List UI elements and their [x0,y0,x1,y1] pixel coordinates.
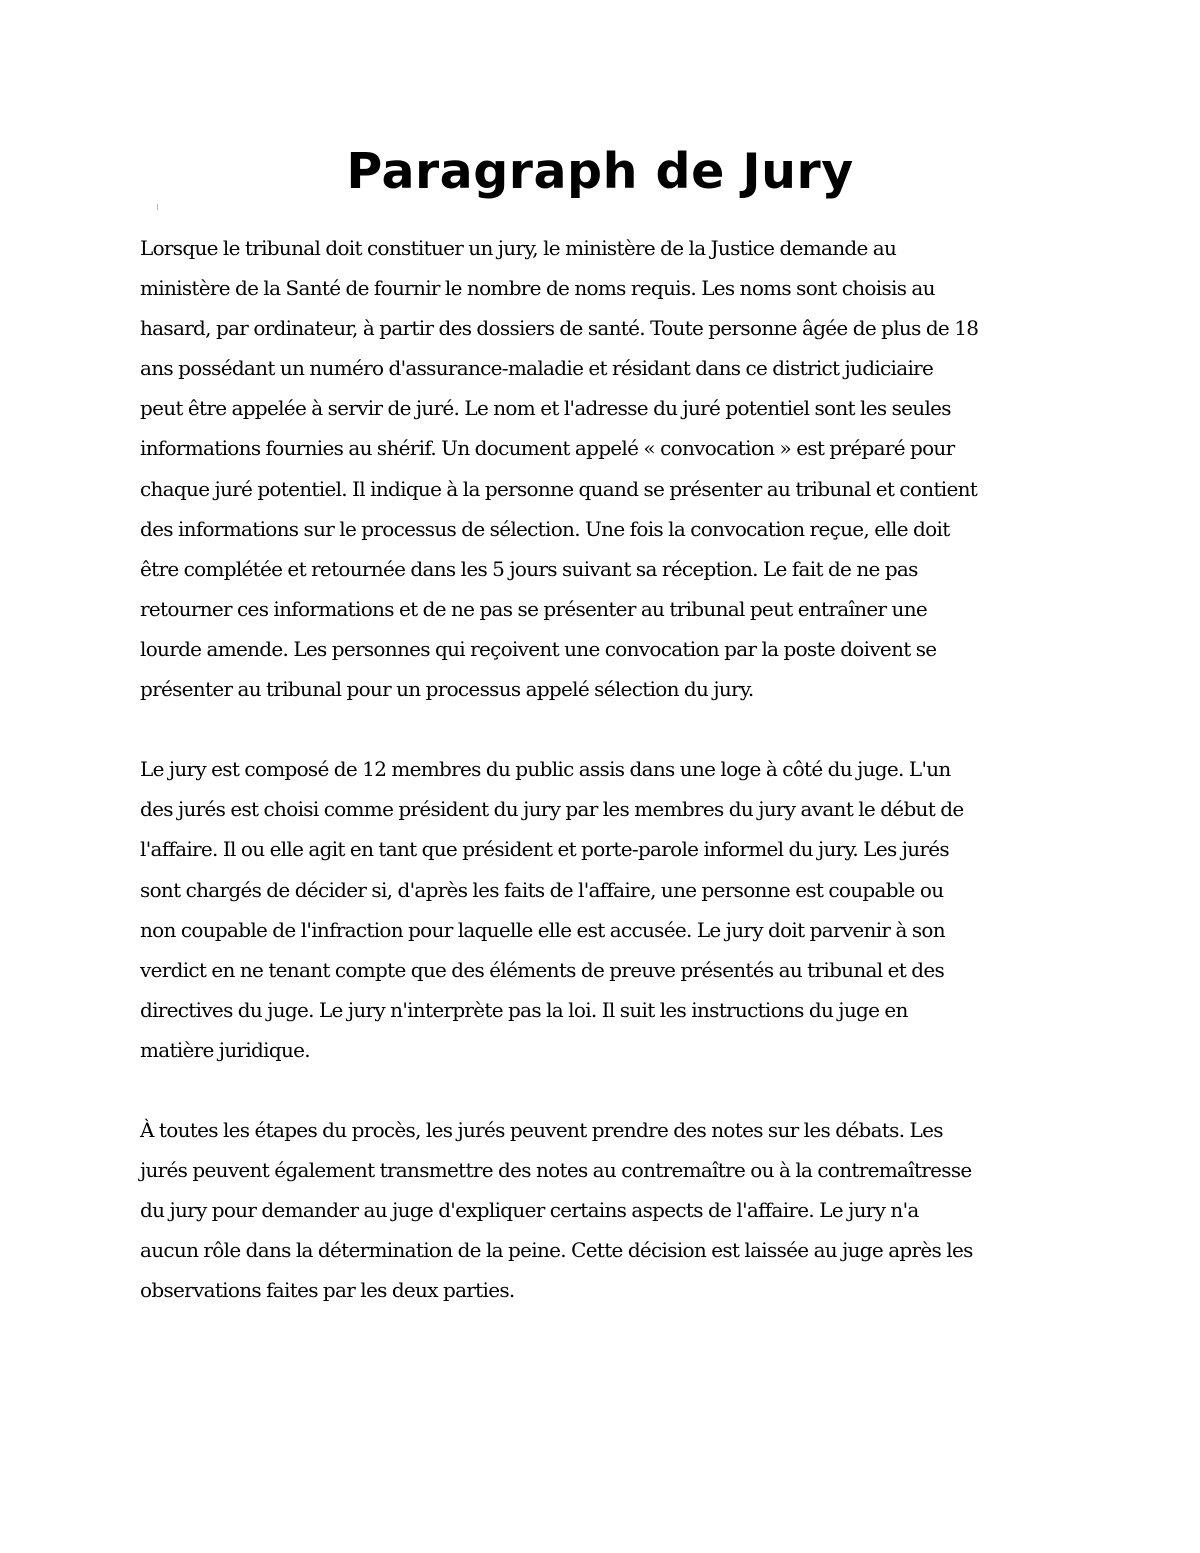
cursor-mark [157,204,158,210]
paragraph-jury-notes: À toutes les étapes du procès, les jurés peuvent prendre des notes sur les débats. Les jurés peuvent également transmettre des notes au contremaître ou à la contremaîtresse du jury pour demander au juge d'expliquer certains aspects de l'affaire. Le jury n'a aucun rôle dans la détermination de la peine. Cette décision est laissée au juge après les observations faites par les deux parties. [140,1118,973,1303]
paragraph-jury-selection: Lorsque le tribunal doit constituer un jury, le ministère de la Justice demande au ministère de la Santé de fournir le nombre de noms requis. Les noms sont choisis au hasard, par ordinateur, à partir des dossiers de santé. Toute personne âgée de plus de 18 ans possédant un numéro d'assurance-maladie et résidant dans ce district judiciaire peut être appelée à servir de juré. Le nom et l'adresse du juré potentiel sont les seules informations fournies au shérif. Un document appelé « convocation » est préparé pour chaque juré potentiel. Il indique à la personne quand se présenter au tribunal et contient des informations sur le processus de sélection. Une fois la convocation reçue, elle doit être complétée et retournée dans les 5 jours suivant sa réception. Le fait de ne pas retourner ces informations et de ne pas se présenter au tribunal peut entraîner une lourde amende. Les personnes qui reçoivent une convocation par la poste doivent se présenter au tribunal pour un processus appelé sélection du jury. [140,236,979,702]
document-title: Paragraph de Jury [346,143,854,200]
paragraph-jury-composition: Le jury est composé de 12 membres du public assis dans une loge à côté du juge. L'un des jurés est choisi comme président du jury par les membres du jury avant le début de l'affaire. Il ou elle agit en tant que président et porte-parole informel du jury. Les jurés sont chargés de décider si, d'après les faits de l'affaire, une personne est coupable ou non coupable de l'infraction pour laquelle elle est accusée. Le jury doit parvenir à son verdict en ne tenant compte que des éléments de preuve présentés au tribunal et des directives du juge. Le jury n'interprète pas la loi. Il suit les instructions du juge en matière juridique. [140,757,964,1062]
document-body [140,228,1070,1351]
